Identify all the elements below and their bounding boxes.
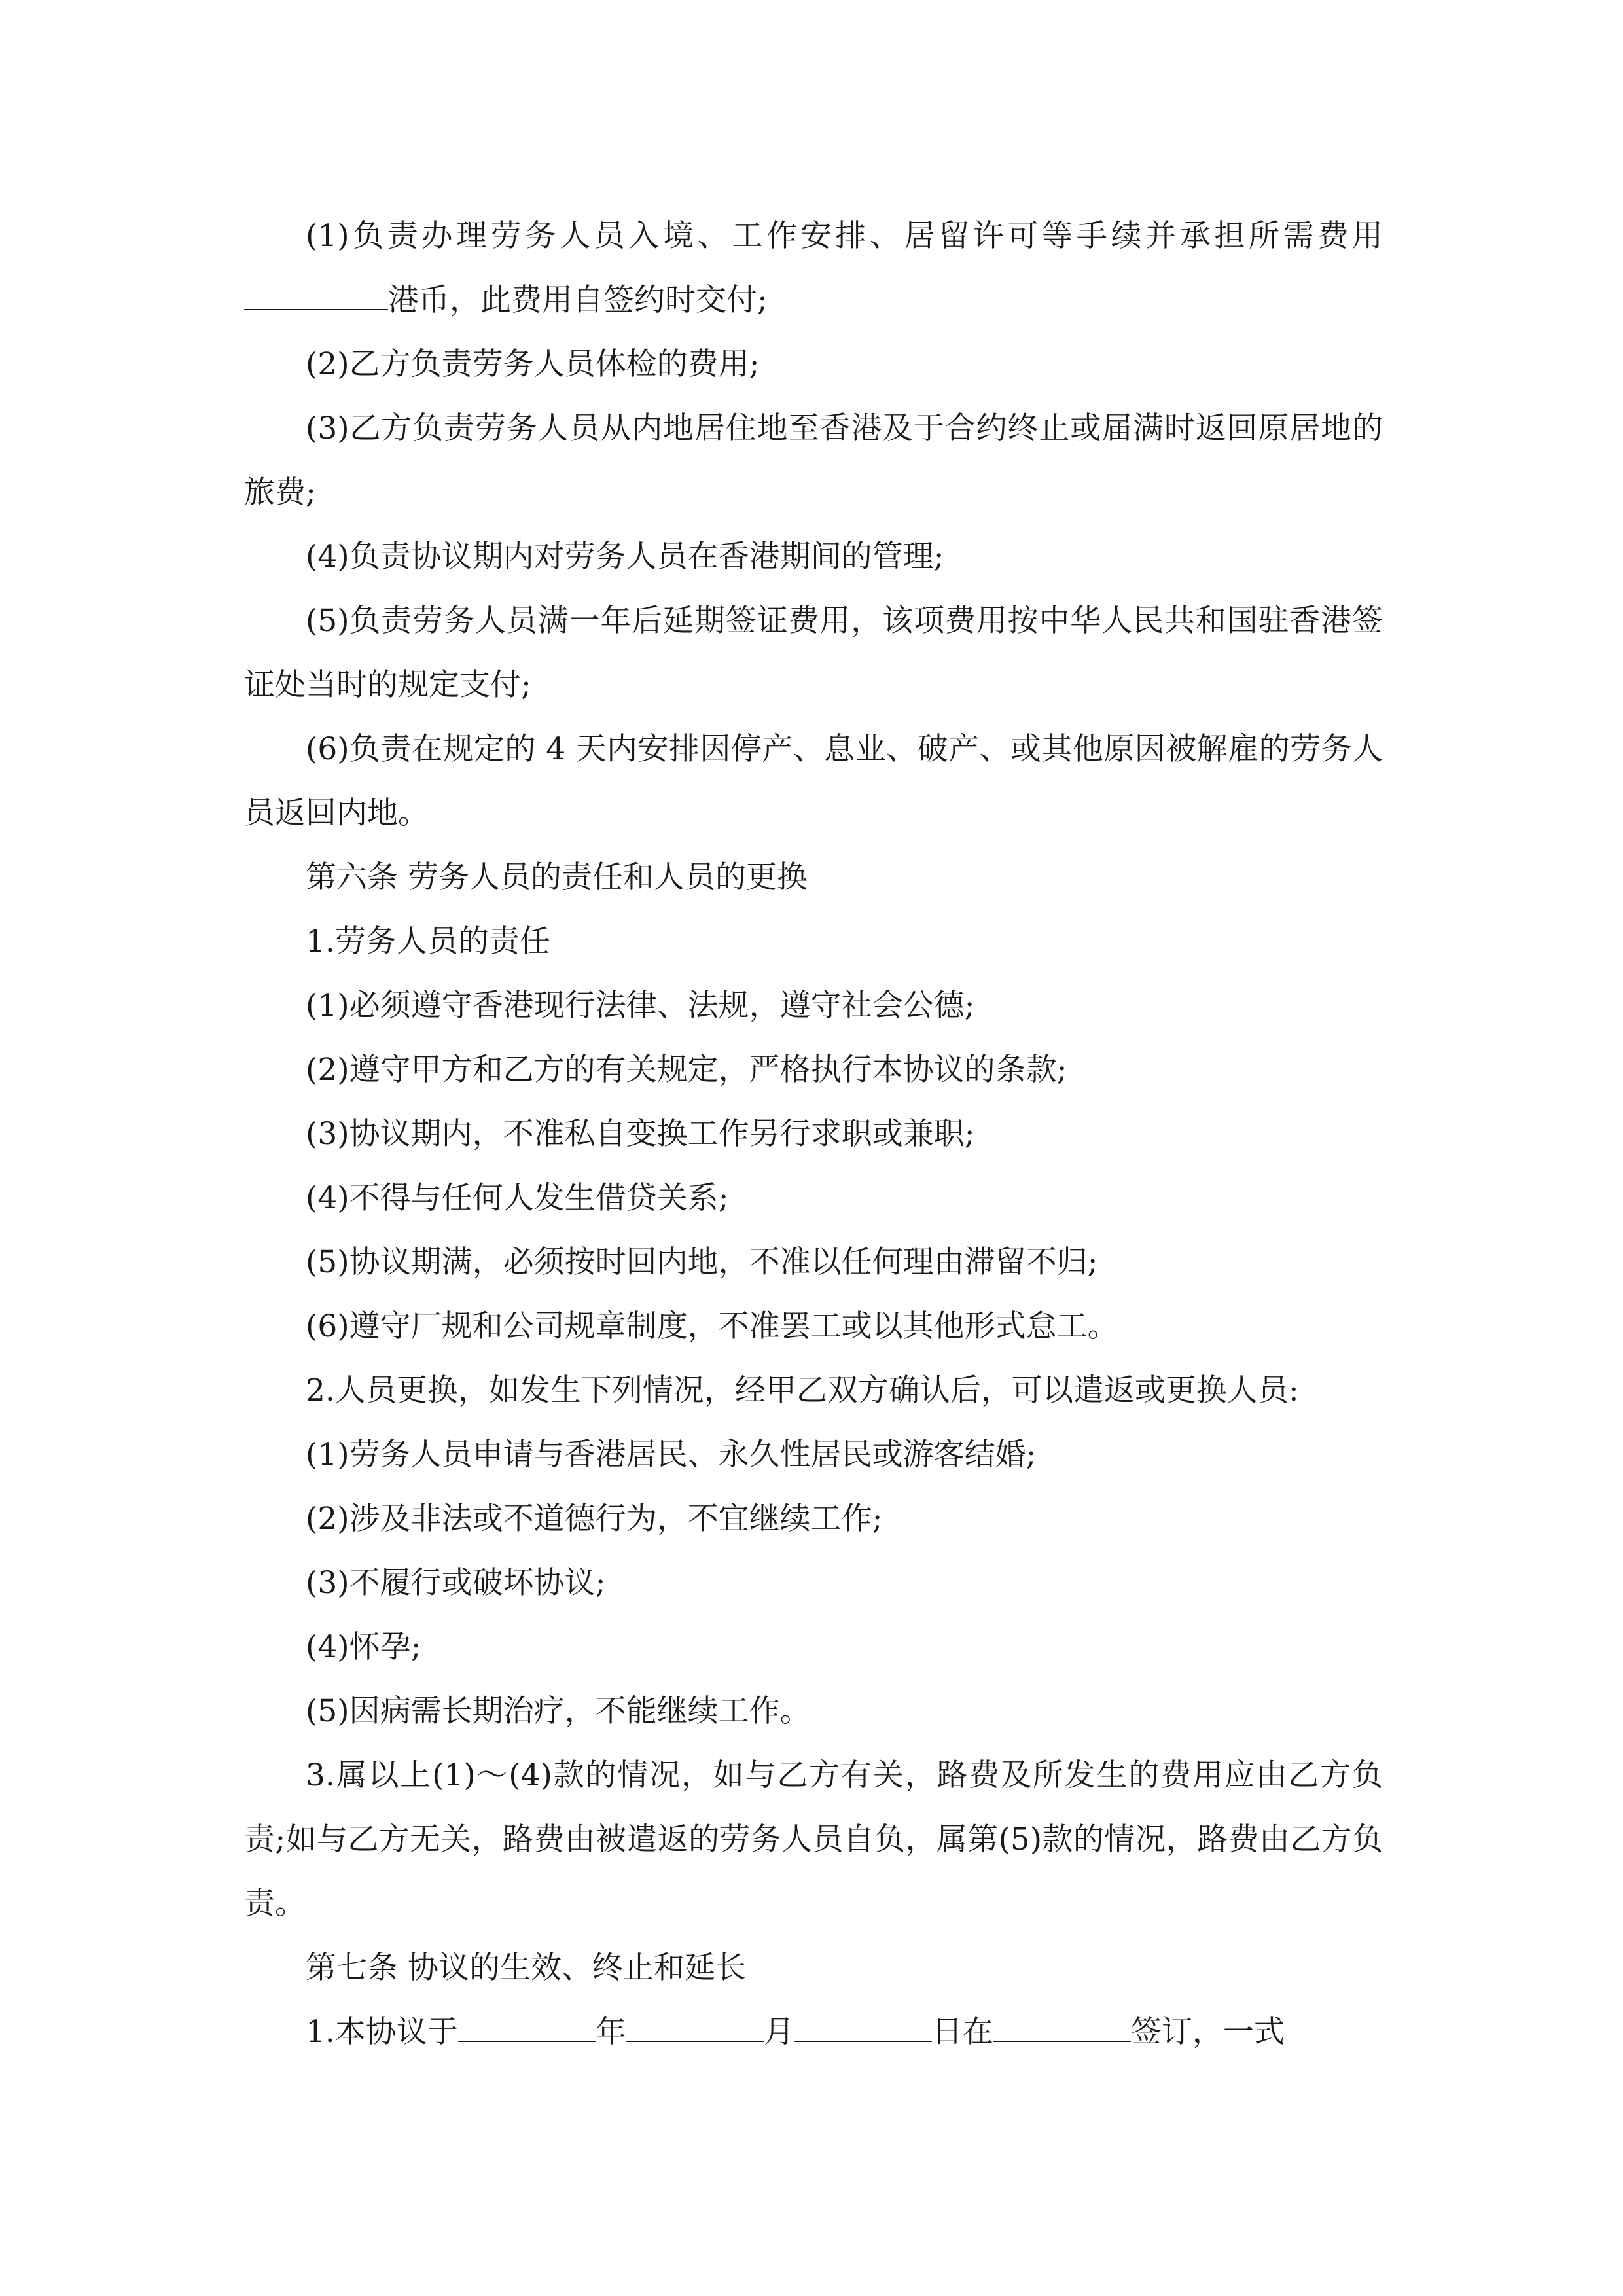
article-6-1-item-3: (3)协议期内，不准私自变换工作另行求职或兼职;: [306, 1116, 975, 1152]
article-6-2-item-3: (3)不履行或破坏协议;: [306, 1565, 606, 1601]
article-6-2-item-4: (4)怀孕;: [306, 1629, 421, 1665]
article-6-1-item-2: (2)遵守甲方和乙方的有关规定，严格执行本协议的条款;: [306, 1052, 1067, 1088]
article-6-section-3: 3.属以上(1)～(4)款的情况，如与乙方有关，路费及所发生的费用应由乙方负责;如与乙方无关，路费由被遣返的劳务人员自负，属第(5)款的情况，路费由乙方负责。: [244, 1757, 1383, 1922]
clause-5-item-6: (6)负责在规定的 4 天内安排因停产、息业、破产、或其他原因被解雇的劳务人员返回内地。: [244, 731, 1383, 831]
clause-5-item-3: (3)乙方负责劳务人员从内地居住地至香港及于合约终止或届满时返回原居地的旅费;: [244, 410, 1383, 511]
year-blank: [458, 2015, 596, 2042]
article-6-2-item-2: (2)涉及非法或不道德行为，不宜继续工作;: [306, 1501, 883, 1537]
article-6-1-item-6: (6)遵守厂规和公司规章制度，不准罢工或以其他形式怠工。: [306, 1308, 1118, 1344]
article-6-section-1-heading: 1.劳务人员的责任: [306, 924, 550, 960]
article-6-2-item-5: (5)因病需长期治疗，不能继续工作。: [306, 1693, 811, 1729]
day-blank: [794, 2015, 932, 2042]
article-6-1-item-5: (5)协议期满，必须按时回内地，不准以任何理由滞留不归;: [306, 1244, 1098, 1280]
article-7-section-1: 1.本协议于 年 月 日在 签订，一式: [306, 2014, 1285, 2050]
article-6-2-item-1: (1)劳务人员申请与香港居民、永久性居民或游客结婚;: [306, 1437, 1037, 1473]
article-6-heading: 第六条 劳务人员的责任和人员的更换: [306, 859, 808, 895]
clause-5-item-5: (5)负责劳务人员满一年后延期签证费用，该项费用按中华人民共和国驻香港签证处当时的规定支付;: [244, 603, 1383, 703]
clause-5-item-1: (1)负责办理劳务人员入境、工作安排、居留许可等手续并承担所需费用港币，此费用自签约时交付;: [244, 204, 1383, 332]
clause-5-item-4: (4)负责协议期内对劳务人员在香港期间的管理;: [306, 539, 944, 575]
document-body: [244, 204, 1383, 2064]
clause-5-item-2: (2)乙方负责劳务人员体检的费用;: [306, 346, 760, 382]
month-blank: [626, 2015, 764, 2042]
article-6-1-item-4: (4)不得与任何人发生借贷关系;: [306, 1180, 729, 1216]
fee-amount-blank: [244, 283, 388, 310]
article-6-section-2-heading: 2.人员更换，如发生下列情况，经甲乙双方确认后，可以遣返或更换人员:: [306, 1372, 1299, 1408]
place-blank: [993, 2015, 1131, 2042]
article-7-heading: 第七条 协议的生效、终止和延长: [306, 1950, 746, 1986]
article-6-1-item-1: (1)必须遵守香港现行法律、法规，遵守社会公德;: [306, 988, 975, 1024]
